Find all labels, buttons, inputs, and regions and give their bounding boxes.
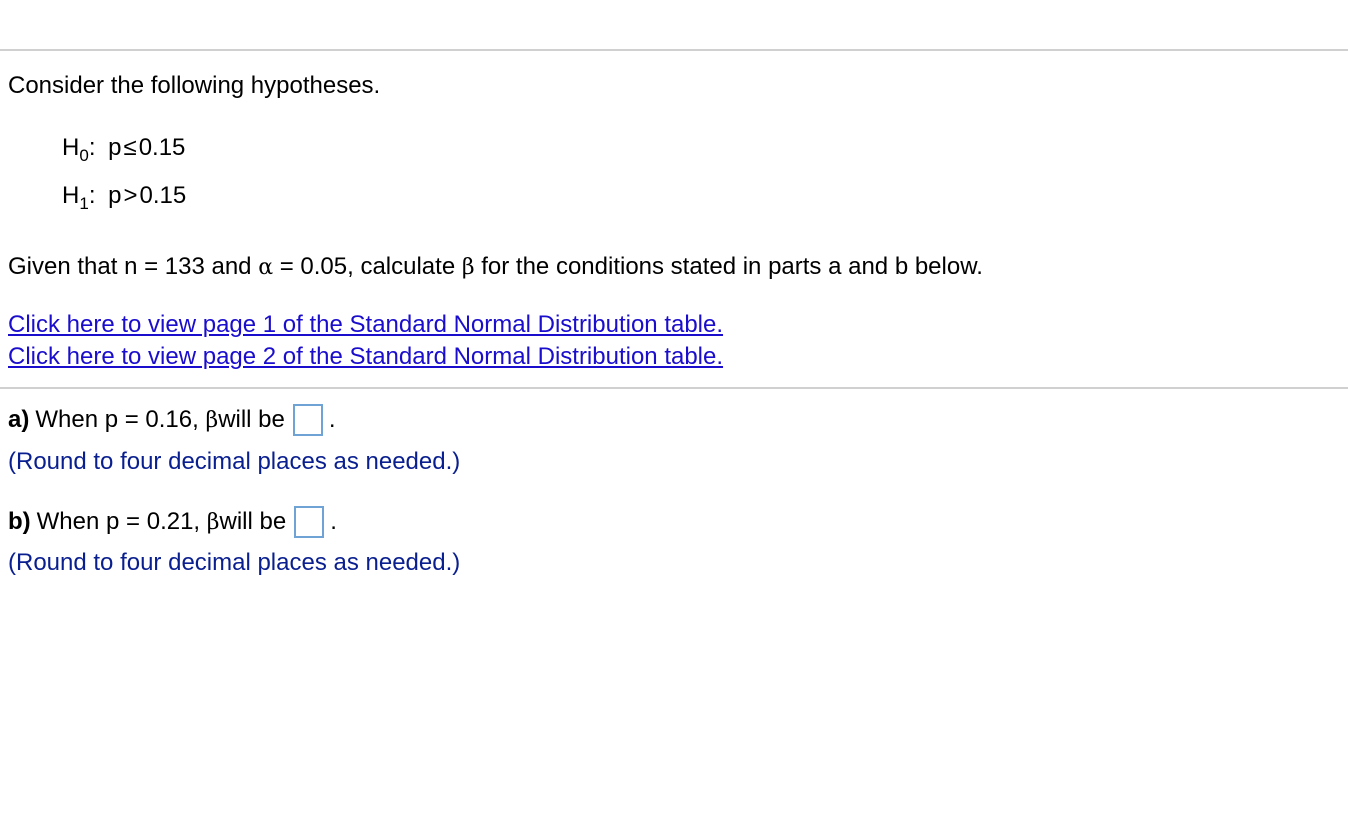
beta-symbol: β xyxy=(205,407,219,433)
part-a-label: a) xyxy=(8,406,30,433)
given-prefix: Given that n = 133 and xyxy=(8,253,259,280)
hypothesis-variable: p xyxy=(108,134,122,161)
part-b-rounding-hint: (Round to four decimal places as needed.) xyxy=(8,549,461,576)
part-b-answer-input[interactable] xyxy=(294,506,324,538)
given-statement xyxy=(8,253,983,281)
part-a-text: When p = 0.16, xyxy=(35,406,199,433)
hypothesis-value: 0.15 xyxy=(138,134,186,161)
hypothesis-value: 0.15 xyxy=(139,182,187,209)
part-a-rounding-hint: (Round to four decimal places as needed.) xyxy=(8,448,461,475)
part-a-period: . xyxy=(328,406,336,433)
hypothesis-h: H xyxy=(62,182,80,209)
part-b-question xyxy=(8,506,337,538)
part-b-period: . xyxy=(330,508,337,535)
question-intro: Consider the following hypotheses. xyxy=(8,72,381,99)
given-suffix: for the conditions stated in parts a and b below. xyxy=(474,253,983,280)
normal-table-page-1-link[interactable]: Click here to view page 1 of the Standard Normal Distribution table. xyxy=(8,311,724,338)
normal-table-page-2-link[interactable]: Click here to view page 2 of the Standard Normal Distribution table. xyxy=(8,343,724,370)
part-b-label: b) xyxy=(8,508,31,535)
hypothesis-colon: : xyxy=(88,134,96,161)
top-divider xyxy=(0,49,1348,51)
part-a-text-after: will be xyxy=(218,406,285,433)
hypothesis-operator: ≤ xyxy=(123,134,137,161)
alternative-hypothesis xyxy=(62,182,187,213)
part-a-answer-input[interactable] xyxy=(293,404,323,436)
beta-symbol: β xyxy=(461,255,475,280)
beta-symbol: β xyxy=(206,509,220,535)
hypothesis-h: H xyxy=(62,134,80,161)
hypothesis-operator: > xyxy=(123,182,138,209)
hypothesis-subscript: 1 xyxy=(79,194,89,213)
part-b-text-after: will be xyxy=(219,508,287,535)
hypothesis-subscript: 0 xyxy=(79,146,89,165)
section-divider xyxy=(0,387,1348,389)
null-hypothesis xyxy=(62,134,186,165)
part-b-text: When p = 0.21, xyxy=(36,508,201,535)
alpha-symbol: α xyxy=(258,255,274,280)
given-middle: = 0.05, calculate xyxy=(273,253,462,280)
hypothesis-variable: p xyxy=(108,182,122,209)
part-a-question xyxy=(8,404,336,436)
hypothesis-colon: : xyxy=(88,182,96,209)
